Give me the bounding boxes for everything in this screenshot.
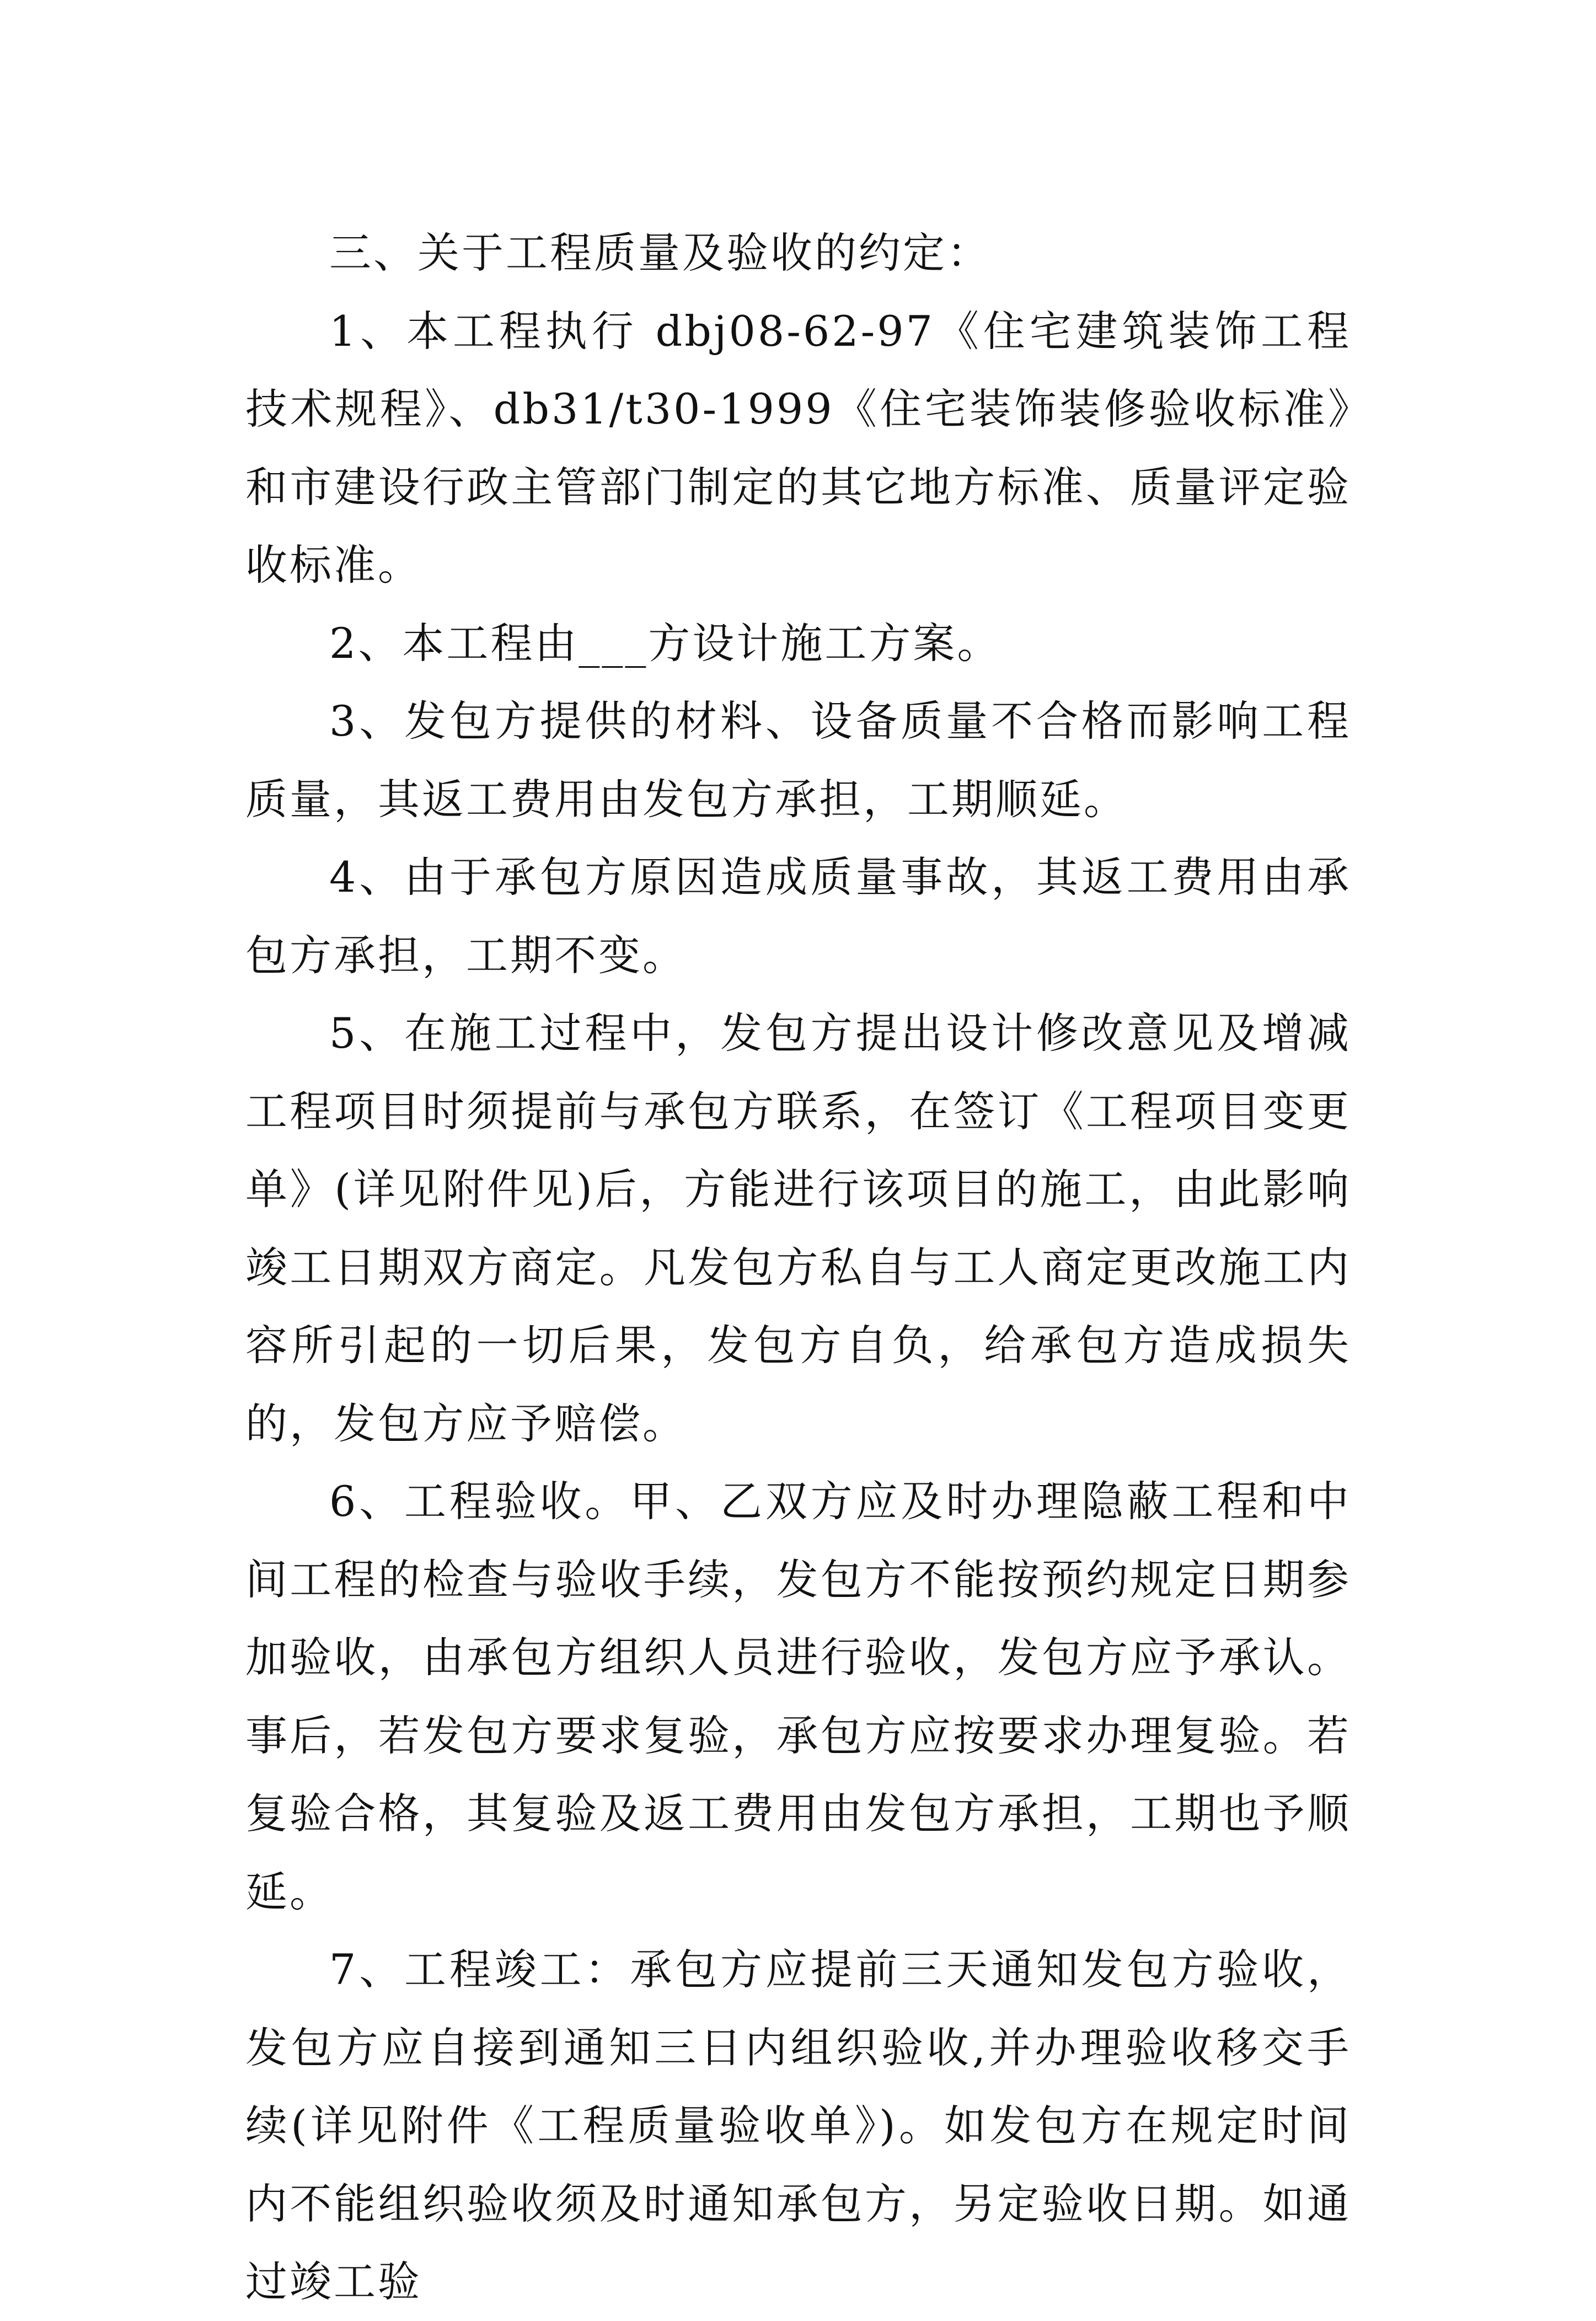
clause-3: 3、发包方提供的材料、设备质量不合格而影响工程质量，其返工费用由发包方承担，工期顺延。 bbox=[245, 696, 1351, 824]
clause-7: 7、工程竣工：承包方应提前三天通知发包方验收，发包方应自接到通知三日内组织验收,并办理验收移交手续(详见附件《工程质量验收单》)。如发包方在规定时间内不能组织验收须及时通知承包方，另定验收日期。如通过竣工验 bbox=[245, 1945, 1351, 2306]
clause-4: 4、由于承包方原因造成质量事故，其返工费用由承包方承担，工期不变。 bbox=[245, 853, 1351, 980]
document-body bbox=[245, 214, 1351, 2321]
clause-6: 6、工程验收。甲、乙双方应及时办理隐蔽工程和中间工程的检查与验收手续，发包方不能按预约规定日期参加验收，由承包方组织人员进行验收，发包方应予承认。事后，若发包方要求复验，承包方应按要求办理复验。若复验合格，其复验及返工费用由发包方承担，工期也予顺延。 bbox=[245, 1477, 1351, 1916]
section-heading: 三、关于工程质量及验收的约定： bbox=[329, 228, 991, 277]
clause-5: 5、在施工过程中，发包方提出设计修改意见及增减工程项目时须提前与承包方联系，在签订《工程项目变更单》(详见附件见)后，方能进行该项目的施工，由此影响竣工日期双方商定。凡发包方私自与工人商定更改施工内容所引起的一切后果，发包方自负，给承包方造成损失的，发包方应予赔偿。 bbox=[245, 1009, 1351, 1448]
clause-1: 1、本工程执行 dbj08-62-97《住宅建筑装饰工程技术规程》、db31/t30-1999《住宅装饰装修验收标准》和市建设行政主管部门制定的其它地方标准、质量评定验收标准。 bbox=[245, 306, 1351, 589]
clause-2: 2、本工程由___方设计施工方案。 bbox=[329, 618, 1001, 668]
